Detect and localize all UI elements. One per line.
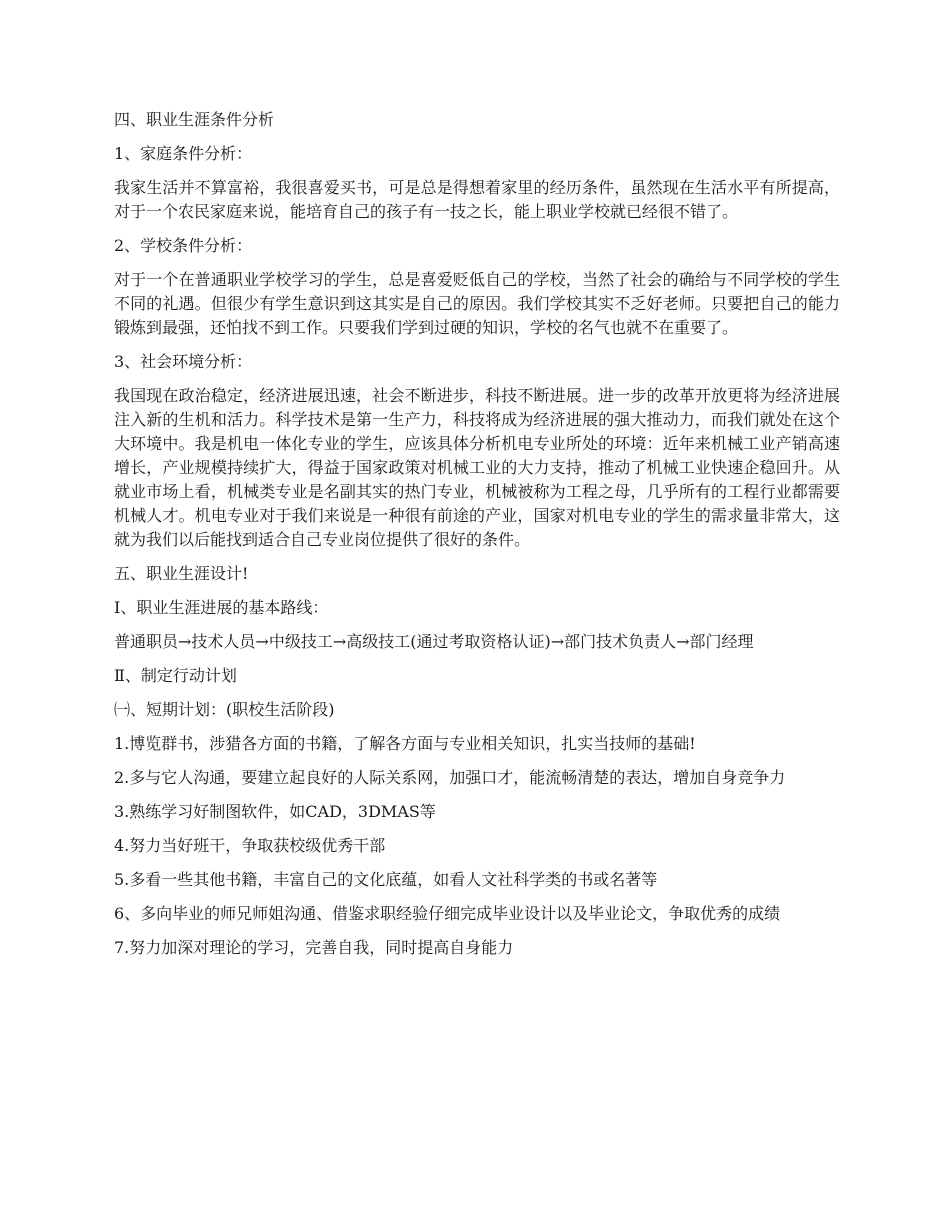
paragraph-career-route: 普通职员→技术人员→中级技工→高级技工(通过考取资格认证)→部门技术负责人→部门经理 [114,632,754,651]
subheading-action-plan: Ⅱ、制定行动计划 [114,666,237,685]
section-heading-career-design: 五、职业生涯设计! [114,564,249,583]
subheading-career-route: I、职业生涯进展的基本路线： [114,598,329,617]
subheading-school-conditions: 2、学校条件分析： [114,236,253,255]
paragraph-family-conditions: 我家生活并不算富裕，我很喜爱买书，可是总是得想着家里的经历条件，虽然现在生活水平有所提高，对于一个农民家庭来说，能培育自己的孩子有一技之长，能上职业学校就已经很不错了。 [114,178,840,221]
list-item-plan-6: 6、多向毕业的师兄师姐沟通、借鉴求职经验仔细完成毕业设计以及毕业论文，争取优秀的成绩 [114,904,781,923]
list-item-plan-1: 1.博览群书，涉猎各方面的书籍，了解各方面与专业相关知识，扎实当技师的基础! [114,734,696,753]
paragraph-social-environment: 我国现在政治稳定，经济进展迅速，社会不断进步，科技不断进展。进一步的改革开放更将为经济进展注入新的生机和活力。科学技术是第一生产力，科技将成为经济进展的强大推动力，而我们就处在这个大环境中。我是机电一体化专业的学生，应该具体分析机电专业所处的环境：近年来机械工业产销高速增长，产业规模持续扩大，得益于国家政策对机械工业的大力支持，推动了机械工业快速企稳回升。从就业市场上看，机械类专业是名副其实的热门专业，机械被称为工程之母，几乎所有的工程行业都需要机械人才。机电专业对于我们来说是一种很有前途的产业，国家对机电专业的学生的需求量非常大，这就为我们以后能找到适合自己专业岗位提供了很好的条件。 [114,386,840,549]
list-item-plan-4: 4.努力当好班干，争取获校级优秀干部 [114,836,386,855]
list-item-plan-3: 3.熟练学习好制图软件，如CAD，3DMAS等 [114,802,436,821]
list-item-plan-7: 7.努力加深对理论的学习，完善自我，同时提高自身能力 [114,938,514,957]
section-heading-career-conditions: 四、职业生涯条件分析 [114,110,275,129]
subheading-family-conditions: 1、家庭条件分析： [114,144,253,163]
document-page [114,108,840,970]
list-item-plan-5: 5.多看一些其他书籍，丰富自己的文化底蕴，如看人文社科学类的书或名著等 [114,870,658,889]
paragraph-school-conditions: 对于一个在普通职业学校学习的学生，总是喜爱贬低自己的学校，当然了社会的确给与不同学校的学生不同的礼遇。但很少有学生意识到这其实是自己的原因。我们学校其实不乏好老师。只要把自己的能力锻炼到最强，还怕找不到工作。只要我们学到过硬的知识，学校的名气也就不在重要了。 [114,270,840,337]
subheading-social-environment: 3、社会环境分析： [114,352,253,371]
list-item-plan-2: 2.多与它人沟通，要建立起良好的人际关系网，加强口才，能流畅清楚的表达，增加自身竞争力 [114,768,786,787]
subheading-short-term-plan: ㈠、短期计划：(职校生活阶段) [114,700,335,719]
